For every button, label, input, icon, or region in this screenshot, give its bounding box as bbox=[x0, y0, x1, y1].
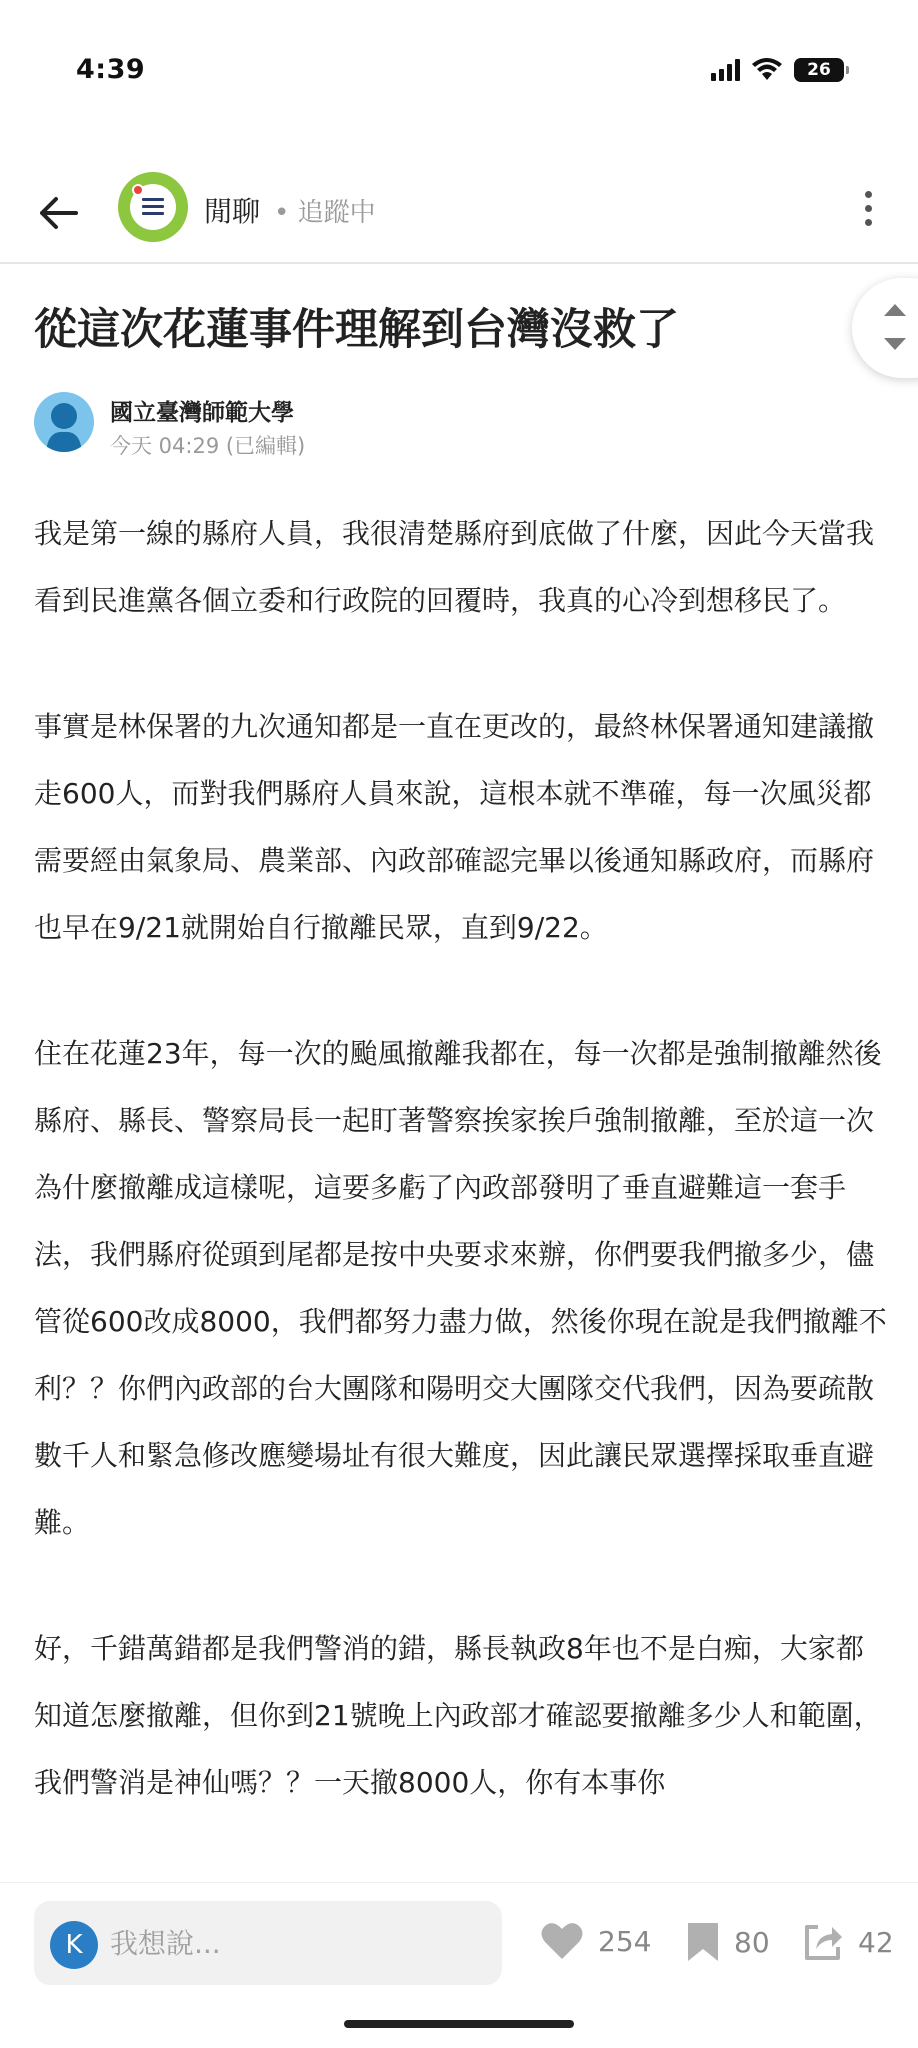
share-count: 42 bbox=[858, 1925, 894, 1959]
board-name[interactable]: 閒聊 bbox=[204, 195, 261, 228]
post-paragraph: 我是第一線的縣府人員，我很清楚縣府到底做了什麼，因此今天當我看到民進黨各個立委和行政院的回覆時，我真的心冷到想移民了。 bbox=[34, 517, 875, 617]
author-name[interactable]: 國立臺灣師範大學 bbox=[110, 400, 294, 426]
back-button[interactable] bbox=[34, 188, 84, 238]
signal-icon bbox=[711, 59, 740, 81]
post-title: 從這次花蓮事件理解到台灣沒救了 bbox=[34, 305, 679, 355]
like-count: 254 bbox=[598, 1924, 652, 1958]
wifi-icon bbox=[752, 58, 782, 82]
battery-icon: 26 bbox=[794, 58, 844, 82]
post-paragraph: 事實是林保署的九次通知都是一直在更改的，最終林保署通知建議撤走600人，而對我們縣府人員來說，這根本就不準確，每一次風災都需要經由氣象局、農業部、內政部確認完畢以後通知縣政府，而縣府也早在9/21就開始自行撤離民眾，直到9/22。 bbox=[34, 710, 875, 944]
share-icon bbox=[802, 1921, 844, 1963]
reply-box[interactable] bbox=[34, 1901, 502, 1985]
person-silhouette-icon bbox=[34, 392, 94, 452]
board-header bbox=[0, 160, 918, 264]
author-avatar[interactable] bbox=[34, 392, 94, 452]
status-icons bbox=[711, 58, 844, 82]
follow-status[interactable]: • 追蹤中 bbox=[274, 198, 376, 228]
notification-dot bbox=[132, 184, 144, 196]
save-button[interactable] bbox=[686, 1921, 770, 1963]
board-avatar[interactable] bbox=[118, 172, 188, 242]
home-indicator[interactable] bbox=[344, 2020, 574, 2028]
user-avatar: K bbox=[50, 1921, 98, 1969]
chevron-down-icon bbox=[884, 338, 906, 350]
share-button[interactable] bbox=[802, 1921, 894, 1963]
post-paragraph: 住在花蓮23年，每一次的颱風撤離我都在，每一次都是強制撤離然後縣府、縣長、警察局長一起盯著警察挨家挨戶強制撤離，至於這一次為什麼撤離成這樣呢，這要多虧了內政部發明了垂直避難這一套手法，我們縣府從頭到尾都是按中央要求來辦，你們要我們撤多少，儘管從600改成8000，我們都努力盡力做，然後你現在說是我們撤離不利？？你們內政部的台大團隊和陽明交大團隊交代我們，因為要疏散數千人和緊急修改應變場址有很大難度，因此讓民眾選擇採取垂直避難。 bbox=[34, 1037, 887, 1539]
vertical-dots-icon bbox=[858, 191, 878, 226]
more-options-button[interactable] bbox=[858, 186, 878, 236]
status-bar bbox=[0, 0, 918, 150]
arrow-left-icon bbox=[34, 188, 84, 238]
scroll-navigation-button[interactable] bbox=[852, 278, 918, 378]
bookmark-icon bbox=[686, 1921, 720, 1963]
like-button[interactable] bbox=[540, 1921, 651, 1961]
heart-icon bbox=[540, 1921, 584, 1961]
status-time: 4:39 bbox=[76, 54, 146, 85]
save-count: 80 bbox=[734, 1925, 770, 1959]
chevron-up-icon bbox=[884, 304, 906, 316]
post-paragraph: 好，千錯萬錯都是我們警消的錯，縣長執政8年也不是白痴，大家都知道怎麼撤離，但你到21號晚上內政部才確認要撤離多少人和範圍，我們警消是神仙嗎？？一天撤8000人，你有本事你 bbox=[34, 1632, 882, 1799]
post-content bbox=[34, 500, 890, 1875]
post-time: 今天 04:29 (已編輯) bbox=[110, 434, 306, 458]
reply-input[interactable] bbox=[110, 1901, 490, 1985]
